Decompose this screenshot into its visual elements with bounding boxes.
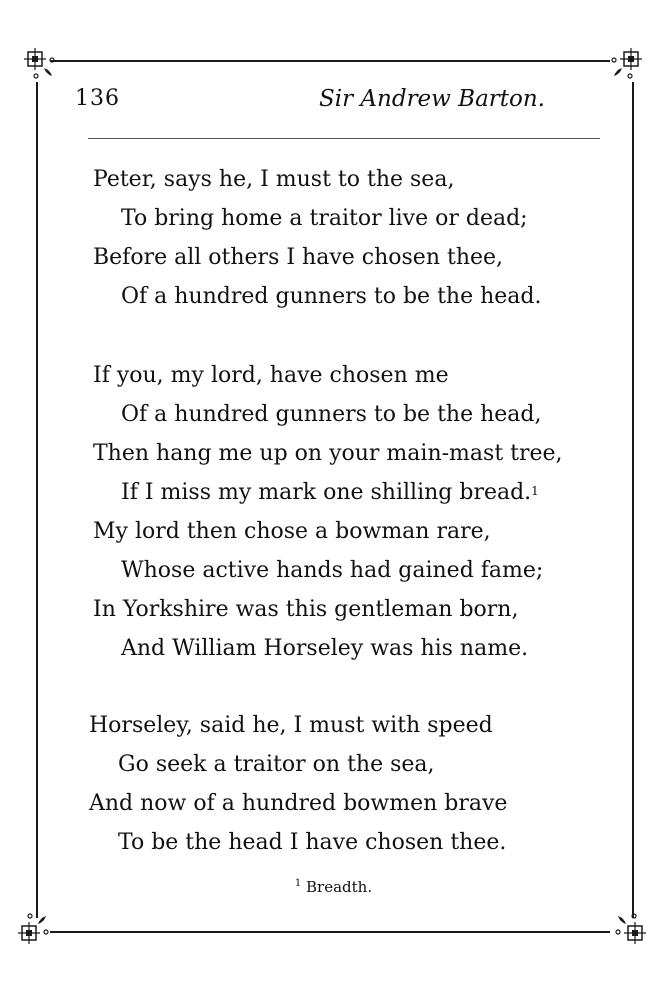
footnote: [0, 878, 667, 896]
poem-line-text: If I miss my mark one shilling bread.: [121, 480, 532, 505]
poem-line: And now of a hundred bowmen brave: [89, 791, 508, 816]
poem-line: To bring home a traitor live or dead;: [121, 206, 528, 231]
poem-line: My lord then chose a bowman rare,: [93, 519, 491, 544]
poem-line: Whose active hands had gained fame;: [121, 558, 544, 583]
poem-line: Before all others I have chosen thee,: [93, 245, 504, 270]
footnote-text: Breadth.: [306, 878, 373, 896]
footnote-reference: 1: [531, 484, 539, 498]
poem-line: Of a hundred gunners to be the head.: [121, 284, 542, 309]
poem-line: Then hang me up on your main-mast tree,: [93, 441, 563, 466]
poem-line: Peter, says he, I must to the sea,: [93, 167, 455, 192]
poem-line-with-footnote: [121, 480, 539, 506]
footnote-marker: 1: [294, 878, 302, 889]
poem-line: And William Horseley was his name.: [121, 636, 529, 661]
poem-line: To be the head I have chosen thee.: [118, 830, 507, 855]
page-number: 136: [75, 86, 120, 111]
running-title: Sir Andrew Barton.: [319, 86, 545, 112]
poem-line: Of a hundred gunners to be the head,: [121, 402, 542, 427]
poem-line: Horseley, said he, I must with speed: [89, 713, 493, 738]
poem-line: In Yorkshire was this gentleman born,: [93, 597, 519, 622]
poem-line: Go seek a traitor on the sea,: [118, 752, 435, 777]
poem-line: If you, my lord, have chosen me: [93, 363, 449, 388]
